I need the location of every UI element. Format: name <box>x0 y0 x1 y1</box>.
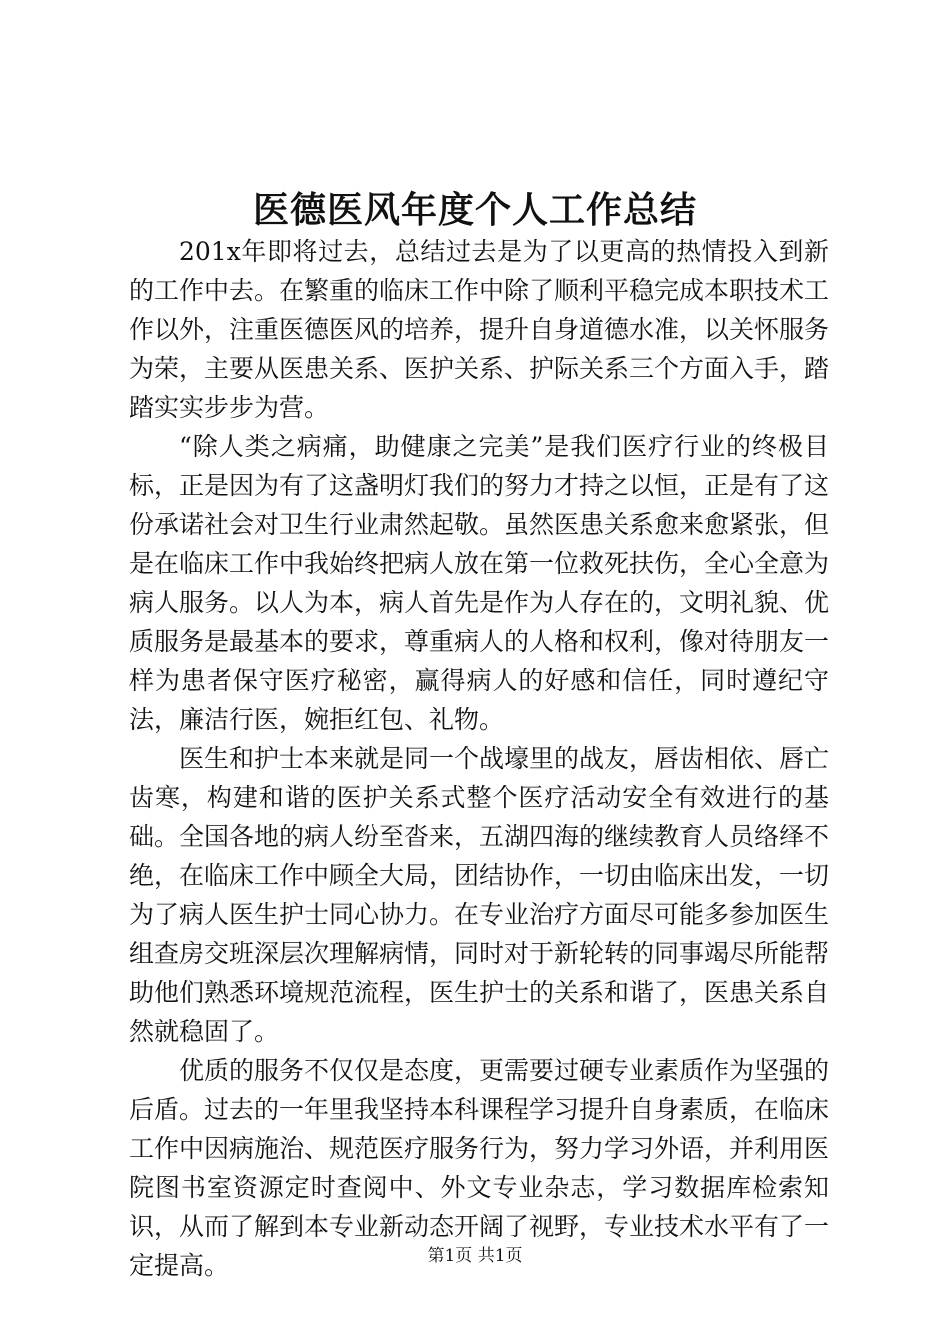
document-body <box>129 232 829 1285</box>
paragraph-2: “除人类之病痛，助健康之完美”是我们医疗行业的终极目标，正是因为有了这盏明灯我们的努力才持之以恒，正是有了这份承诺社会对卫生行业肃然起敬。虽然医患关系愈来愈紧张，但是在临床工作中我始终把病人放在第一位救死扶伤，全心全意为病人服务。以人为本，病人首先是作为人存在的，文明礼貌、优质服务是最基本的要求，尊重病人的人格和权利，像对待朋友一样为患者保守医疗秘密，赢得病人的好感和信任，同时遵纪守法，廉洁行医，婉拒红包、礼物。 <box>129 432 830 734</box>
page-footer: 第1页 共1页 <box>427 1246 523 1266</box>
document-title: 医德医风年度个人工作总结 <box>252 189 697 231</box>
paragraph-3: 医生和护士本来就是同一个战壕里的战友，唇齿相依、唇亡齿寒，构建和谐的医护关系式整个医疗活动安全有效进行的基础。全国各地的病人纷至沓来，五湖四海的继续教育人员络绎不绝，在临床工作中顾全大局，团结协作，一切由临床出发，一切为了病人医生护士同心协力。在专业治疗方面尽可能多参加医生组查房交班深层次理解病情，同时对于新轮转的同事竭尽所能帮助他们熟悉环境规范流程，医生护士的关系和谐了，医患关系自然就稳固了。 <box>129 744 830 1046</box>
paragraph-4: 优质的服务不仅仅是态度，更需要过硬专业素质作为坚强的后盾。过去的一年里我坚持本科课程学习提升自身素质，在临床工作中因病施治、规范医疗服务行为，努力学习外语，并利用医院图书室资源定时查阅中、外文专业杂志，学习数据库检索知识，从而了解到本专业新动态开阔了视野，专业技术水平有了一定提高。 <box>129 1056 830 1280</box>
paragraph-1: 201x年即将过去，总结过去是为了以更高的热情投入到新的工作中去。在繁重的临床工作中除了顺利平稳完成本职技术工作以外，注重医德医风的培养，提升自身道德水准，以关怀服务为荣，主要从医患关系、医护关系、护际关系三个方面入手，踏踏实实步步为营。 <box>129 237 830 422</box>
